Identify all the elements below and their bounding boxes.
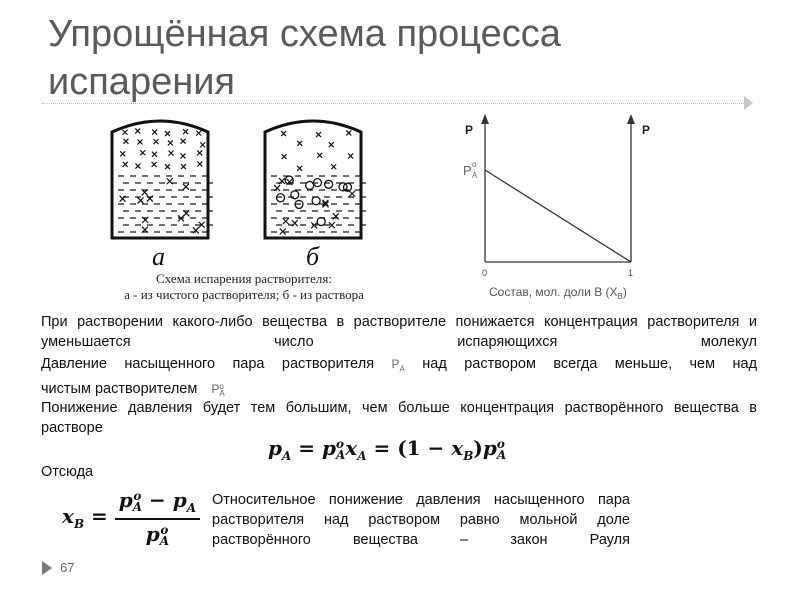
f2-x: x <box>62 504 74 528</box>
pressure-line-2 <box>41 379 757 399</box>
molecule-cross <box>346 130 351 135</box>
x-axis-label-sub: B <box>617 292 623 301</box>
pressure-text-c: чистым растворителем <box>41 381 198 398</box>
molecule-cross <box>167 178 173 184</box>
vapor-pressure-graph <box>455 112 685 302</box>
f2-fraction <box>115 488 200 547</box>
molecule-cross <box>317 153 322 158</box>
molecule-cross <box>152 130 157 135</box>
molecule-cross <box>283 218 289 224</box>
molecule-cross <box>123 162 128 167</box>
x-tick-1: 1 <box>628 268 634 278</box>
molecule-cross <box>169 151 174 156</box>
molecule-cross <box>181 153 186 158</box>
y-axis-left-arrow-icon <box>481 114 489 124</box>
y-axis-right-arrow-icon <box>627 114 635 124</box>
molecule-cross <box>292 220 298 226</box>
f2-numerator: p o A − $p_A$ <box>115 488 200 520</box>
f2-num-p0-sub: A <box>132 500 143 514</box>
molecule-cross <box>349 191 355 197</box>
f1-p0b-sup: o <box>496 437 505 451</box>
molecule-cross <box>297 141 302 146</box>
f1-paren: = (1 − <box>366 436 452 460</box>
f2-num-p0: p <box>118 488 133 512</box>
f1-p-sub: A <box>281 449 292 463</box>
solute-molecule <box>291 191 299 199</box>
paragraph-lowering: Понижение давления будет тем большим, чем больше концентрация растворённого вещества в растворе <box>41 400 757 436</box>
p-a-zero-label <box>463 160 478 180</box>
f2-den-p0-sub: A <box>159 534 170 548</box>
f2-den-p0: p <box>145 522 160 546</box>
raoult-law-text: Относительное понижение давления насыщенного пара растворителя над раствором равно мольной доле растворённого вещества – закон Рауля <box>212 492 630 548</box>
molecule-cross <box>331 164 336 169</box>
evaporation-vessels-illustration <box>100 110 400 270</box>
f1-x: x <box>345 436 358 460</box>
caption-line-1: Схема испарения растворителя: <box>156 271 332 286</box>
molecule-cross <box>120 196 126 202</box>
molecule-cross <box>197 150 202 155</box>
f2-denominator <box>115 520 200 547</box>
pressure-text-b: над раствором всегда меньше, чем над <box>422 356 758 372</box>
solute-molecule <box>317 218 325 226</box>
x-axis-label-main: Состав, мол. доли В (X <box>489 285 618 299</box>
f1-xb-sub: B <box>463 449 474 463</box>
molecule-cross <box>137 139 142 144</box>
molecule-cross <box>135 164 140 169</box>
molecule-cross <box>123 139 128 144</box>
f2-eq: = <box>84 504 115 528</box>
molecule-cross <box>316 132 321 137</box>
solute-molecule <box>325 180 333 188</box>
f2-num-p-sub: A <box>186 501 197 515</box>
title-divider <box>42 103 746 104</box>
f2-num-p0-sup: o <box>133 489 142 503</box>
solute-molecule <box>306 181 314 189</box>
p-a-symbol-sub: A <box>399 364 405 374</box>
x-axis-label-end: ) <box>622 285 627 299</box>
molecule-cross <box>282 154 287 159</box>
slide-nav-arrow-icon[interactable] <box>42 561 52 575</box>
vessel-b-label: б <box>306 242 320 270</box>
molecule-cross <box>165 131 170 136</box>
molecule-cross <box>168 140 173 145</box>
molecule-cross <box>122 130 127 135</box>
f2-x-sub: B <box>73 517 85 531</box>
p-a-zero-base: P <box>463 163 472 178</box>
molecule-cross <box>274 185 280 191</box>
molecule-cross <box>279 178 285 184</box>
molecule-cross <box>297 166 302 171</box>
molecule-cross <box>120 151 125 156</box>
paragraph-concentration: При растворении какого-либо вещества в растворителе понижается концентрация растворителя и уменьшается число испаряющихся молекул <box>41 314 757 350</box>
molecule-cross <box>152 162 157 167</box>
paragraph-pressure <box>41 354 757 399</box>
p-a-zero-symbol-base: P <box>211 382 220 397</box>
molecule-cross <box>281 131 286 136</box>
molecule-cross <box>135 128 140 133</box>
f1-p0-sup: o <box>335 437 344 451</box>
caption-line-2: а - из чистого растворителя; б - из раствора <box>124 287 364 302</box>
p-a-zero-symbol <box>211 382 225 399</box>
f1-xb: x <box>451 436 464 460</box>
f1-p0b-sub: A <box>496 448 507 462</box>
solute-molecule <box>277 194 285 202</box>
x-tick-0: 0 <box>482 268 488 278</box>
molecule-cross <box>200 142 205 147</box>
p-a-zero-sup: o <box>472 160 477 169</box>
molecule-cross <box>197 161 202 166</box>
f2-num-p: p <box>172 488 187 512</box>
f1-p: p <box>268 436 282 460</box>
molecule-cross <box>165 164 170 169</box>
molecule-cross <box>183 129 188 134</box>
x-axis-label <box>489 285 627 301</box>
molecule-cross <box>181 139 186 144</box>
molecule-cross <box>154 139 159 144</box>
otsyuda-label: Отсюда <box>41 464 94 480</box>
y-axis-right-label: P <box>642 123 651 137</box>
vessel-b <box>265 121 366 238</box>
divider-arrow-icon <box>744 96 753 110</box>
f1-p0b: p <box>482 436 497 460</box>
f1-eq: = <box>291 436 322 460</box>
f1-p0-sub: A <box>335 448 346 462</box>
page-title: Упрощённая схема процесса испарения <box>48 13 561 103</box>
p-a-zero-symbol-sub: A <box>219 389 225 399</box>
pressure-text-a: Давление насыщенного пара растворителя <box>41 356 375 372</box>
y-axis-left-label: P <box>465 123 474 137</box>
f1-p0: p <box>321 436 336 460</box>
slide-number: 67 <box>60 560 75 575</box>
vessel-a <box>112 121 213 238</box>
p-a-symbol-base: P <box>391 357 400 371</box>
p-a-symbol <box>391 357 405 374</box>
molecule-cross <box>329 142 334 147</box>
raoult-formula-2 <box>62 488 200 547</box>
pressure-line <box>485 170 631 262</box>
solute-molecule <box>312 197 320 205</box>
pressure-line-1 <box>41 354 757 379</box>
molecule-cross <box>138 197 144 203</box>
f1-x-sub: A <box>357 449 367 463</box>
p-a-zero-sub: A <box>472 171 478 180</box>
molecule-cross <box>140 150 145 155</box>
raoult-formula-1: $p_A = p$ o A $x_A = (1 - x_B)p$ o A <box>268 436 507 463</box>
molecule-cross <box>183 184 189 190</box>
molecule-cross <box>196 131 201 136</box>
vessel-a-label: а <box>152 242 165 270</box>
molecule-cross <box>348 153 353 158</box>
f2-den-p0-sup: o <box>160 523 169 537</box>
p-a-zero-symbol-sup: o <box>219 382 224 392</box>
molecule-cross <box>181 164 186 169</box>
molecule-cross <box>152 152 157 157</box>
illustration-caption <box>72 271 416 303</box>
